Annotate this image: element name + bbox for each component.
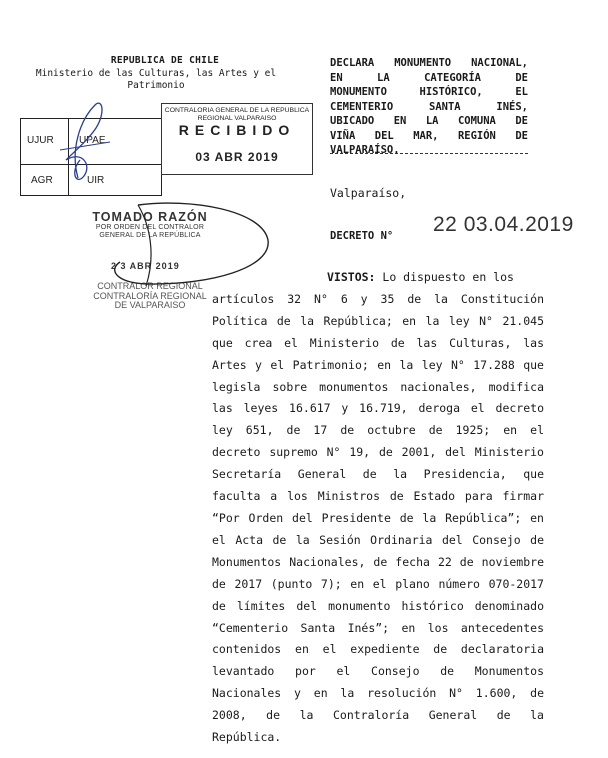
- razon-stamp-line: POR ORDEN DEL CONTRALOR: [95, 224, 205, 231]
- place-of-issue: Valparaíso,: [330, 186, 407, 200]
- razon-stamp-line: GENERAL DE LA REPÚBLICA: [99, 232, 201, 239]
- decree-label: DECRETO N°: [330, 230, 394, 242]
- decree-number: 22 03.04.2019: [433, 213, 574, 236]
- razon-stamp-title: TOMADO RAZÓN: [92, 210, 208, 224]
- grid-divider: [68, 119, 69, 195]
- received-stamp-word: RECIBIDO: [178, 122, 296, 138]
- grid-divider: [21, 164, 161, 165]
- declaration-line: EN LA CATEGORÍA DE: [330, 71, 528, 84]
- ministry-name: [20, 68, 292, 92]
- routing-cell-ujur: UJUR: [27, 135, 54, 146]
- declaration-line: MONUMENTO HISTÓRICO, EL: [330, 86, 528, 98]
- declaration-line: VALPARAÍSO.: [330, 144, 400, 156]
- received-stamp-office-line: CONTRALORIA GENERAL DE LA REPUBLICA: [164, 107, 310, 114]
- vistos-paragraph: [212, 267, 544, 749]
- vistos-first-text: Lo dispuesto en los: [375, 270, 514, 284]
- received-stamp-date: 03 ABR 2019: [195, 150, 279, 164]
- country-title: REPUBLICA DE CHILE: [110, 55, 220, 66]
- vistos-first-line: [212, 267, 544, 289]
- routing-cell-upae: UPAE: [79, 135, 106, 146]
- ministry-line-2: Patrimonio: [127, 80, 185, 91]
- declaration-line: CEMENTERIO SANTA INÉS,: [330, 100, 528, 113]
- received-stamp: [161, 103, 313, 175]
- routing-stamp-grid: [20, 118, 162, 196]
- routing-cell-uir: UIR: [87, 175, 105, 186]
- received-stamp-office-line: REGIONAL VALPARAISO: [197, 114, 277, 122]
- ministry-line-1: Ministerio de las Culturas, las Artes y el: [35, 68, 277, 79]
- razon-stamp-date: 2 3 ABR 2019: [111, 261, 180, 271]
- razon-stamp: [70, 210, 230, 240]
- controller-signature-line: CONTRALORÍA REGIONAL: [93, 290, 207, 301]
- vistos-label: VISTOS:: [327, 270, 376, 284]
- controller-signature-line: CONTRALOR REGIONAL: [97, 281, 203, 291]
- controller-signature-stamp: [85, 282, 215, 311]
- controller-signature-line: DE VALPARAISO: [114, 300, 186, 310]
- declaration-line: DECLARA MONUMENTO NACIONAL,: [330, 57, 528, 69]
- dashed-divider: [330, 153, 528, 154]
- declaration-heading: [330, 56, 528, 158]
- routing-cell-agr: AGR: [31, 175, 53, 186]
- vistos-body-text: artículos 32 N° 6 y 35 de la Constitución Política de la República; en la ley N° 21.045 que crea el Ministerio de las Culturas, las Artes y el Patrimonio; en la ley N° 17.288 que legisla sobre monumentos nacionales, modifica las leyes 16.617 y 16.719, deroga el decreto ley 651, de 17 de octubre de 1925; en el decreto supremo N° 19, de 2001, del Ministerio Secretaría General de la Presidencia, que faculta a los Ministros de Estado para firmar “Por Orden del Presidente de la República”; en el Acta de la Sesión Ordinaria del Consejo de Monumentos Nacionales, de fecha 22 de noviembre de 2017 (punto 7); en el plano número 070-2017 de límites del monumento histórico denominado “Cementerio Santa Inés”; en los antecedentes contenidos en el expediente de declaratoria levantado por el Consejo de Monumentos Nacionales y en la resolución N° 1.600, de 2008, de la Contraloría General de la República.: [212, 291, 544, 745]
- declaration-line: VIÑA DEL MAR, REGIÓN DE: [330, 129, 528, 142]
- received-stamp-office: [162, 107, 312, 122]
- declaration-line: UBICADO EN LA COMUNA DE: [330, 115, 528, 127]
